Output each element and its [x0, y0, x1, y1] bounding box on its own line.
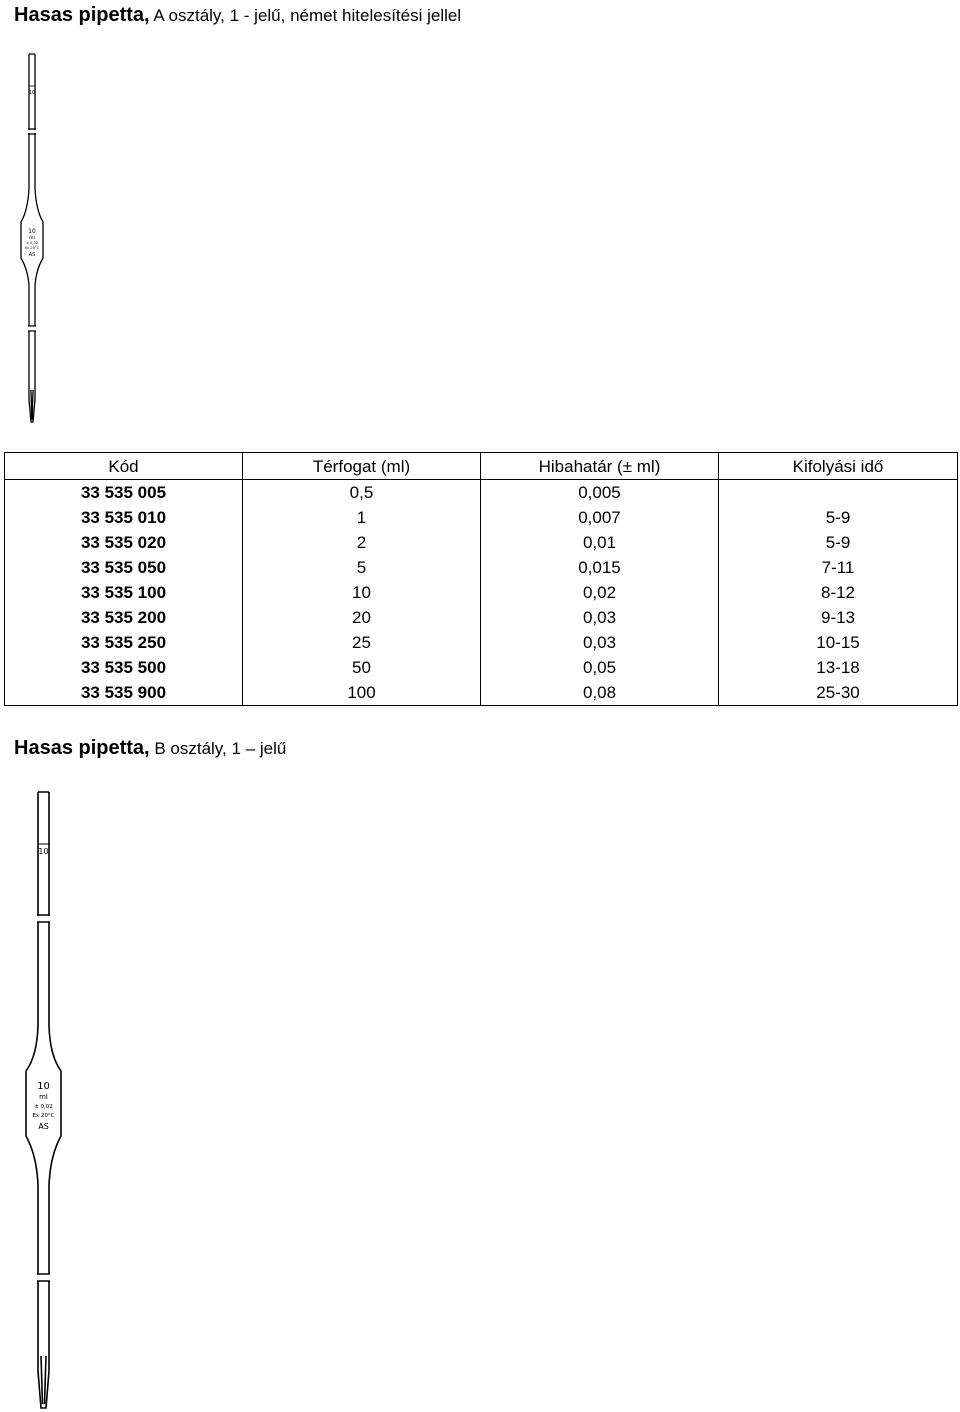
cell-tolerance: 0,01	[481, 530, 719, 555]
section-b-title-rest: B osztály, 1 – jelű	[149, 739, 287, 758]
table-row	[5, 505, 958, 530]
pipette-b-tol: ± 0,02	[34, 1104, 53, 1110]
cell-code: 33 535 050	[5, 555, 243, 580]
cell-code: 33 535 250	[5, 630, 243, 655]
cell-volume: 100	[243, 680, 481, 706]
section-b-heading	[14, 736, 286, 761]
cell-tolerance: 0,03	[481, 630, 719, 655]
table-row	[5, 630, 958, 655]
cell-outflow-time	[719, 480, 958, 506]
cell-tolerance: 0,02	[481, 580, 719, 605]
cell-code: 33 535 900	[5, 680, 243, 706]
cell-code: 33 535 500	[5, 655, 243, 680]
cell-volume: 10	[243, 580, 481, 605]
table-row	[5, 680, 958, 706]
cell-volume: 0,5	[243, 480, 481, 506]
cell-outflow-time: 8-12	[719, 580, 958, 605]
cell-code: 33 535 200	[5, 605, 243, 630]
cell-outflow-time: 10-15	[719, 630, 958, 655]
section-a-title-bold: Hasas pipetta,	[14, 4, 150, 26]
section-b-title-bold: Hasas pipetta,	[14, 737, 150, 759]
cell-code: 33 535 005	[5, 480, 243, 506]
table-row	[5, 480, 958, 506]
svg-text:10: 10	[38, 847, 49, 856]
cell-tolerance: 0,015	[481, 555, 719, 580]
cell-outflow-time: 5-9	[719, 505, 958, 530]
table-header-row	[5, 453, 958, 480]
table-row	[5, 605, 958, 630]
pipette-a-temp: Ex 20°C	[24, 246, 40, 250]
cell-code: 33 535 020	[5, 530, 243, 555]
cell-tolerance: 0,08	[481, 680, 719, 706]
pipette-a-tol: ± 0,02	[26, 241, 38, 245]
table-row	[5, 580, 958, 605]
pipette-a-brand: AS	[28, 252, 36, 258]
cell-volume: 25	[243, 630, 481, 655]
pipette-spec-table	[4, 452, 958, 706]
pipette-b-volume: 10	[37, 1081, 50, 1092]
pipette-b-temp: Ex 20°C	[32, 1113, 55, 1119]
section-a-title-rest: A osztály, 1 - jelű, német hitelesítési jellel	[149, 6, 462, 25]
cell-outflow-time: 7-11	[719, 555, 958, 580]
pipette-b-unit: ml	[39, 1093, 48, 1101]
pipette-b-illustration	[22, 786, 66, 1412]
cell-tolerance: 0,03	[481, 605, 719, 630]
cell-tolerance: 0,007	[481, 505, 719, 530]
header-outflow-time: Kifolyási idő	[719, 453, 958, 480]
pipette-a-volume: 10	[28, 228, 36, 235]
cell-tolerance: 0,05	[481, 655, 719, 680]
cell-outflow-time: 9-13	[719, 605, 958, 630]
cell-code: 33 535 100	[5, 580, 243, 605]
cell-volume: 1	[243, 505, 481, 530]
svg-text:10: 10	[28, 90, 36, 96]
cell-tolerance: 0,005	[481, 480, 719, 506]
cell-volume: 2	[243, 530, 481, 555]
header-code: Kód	[5, 453, 243, 480]
header-tolerance: Hibahatár (± ml)	[481, 453, 719, 480]
pipette-a-unit: ml	[29, 236, 35, 241]
table-row	[5, 655, 958, 680]
header-volume: Térfogat (ml)	[243, 453, 481, 480]
cell-outflow-time: 5-9	[719, 530, 958, 555]
pipette-b-brand: AS	[38, 1122, 49, 1131]
table-row	[5, 555, 958, 580]
pipette-a-illustration	[16, 50, 50, 425]
cell-volume: 50	[243, 655, 481, 680]
cell-code: 33 535 010	[5, 505, 243, 530]
cell-outflow-time: 25-30	[719, 680, 958, 706]
cell-outflow-time: 13-18	[719, 655, 958, 680]
cell-volume: 5	[243, 555, 481, 580]
table-row	[5, 530, 958, 555]
section-a-heading	[14, 3, 461, 28]
cell-volume: 20	[243, 605, 481, 630]
